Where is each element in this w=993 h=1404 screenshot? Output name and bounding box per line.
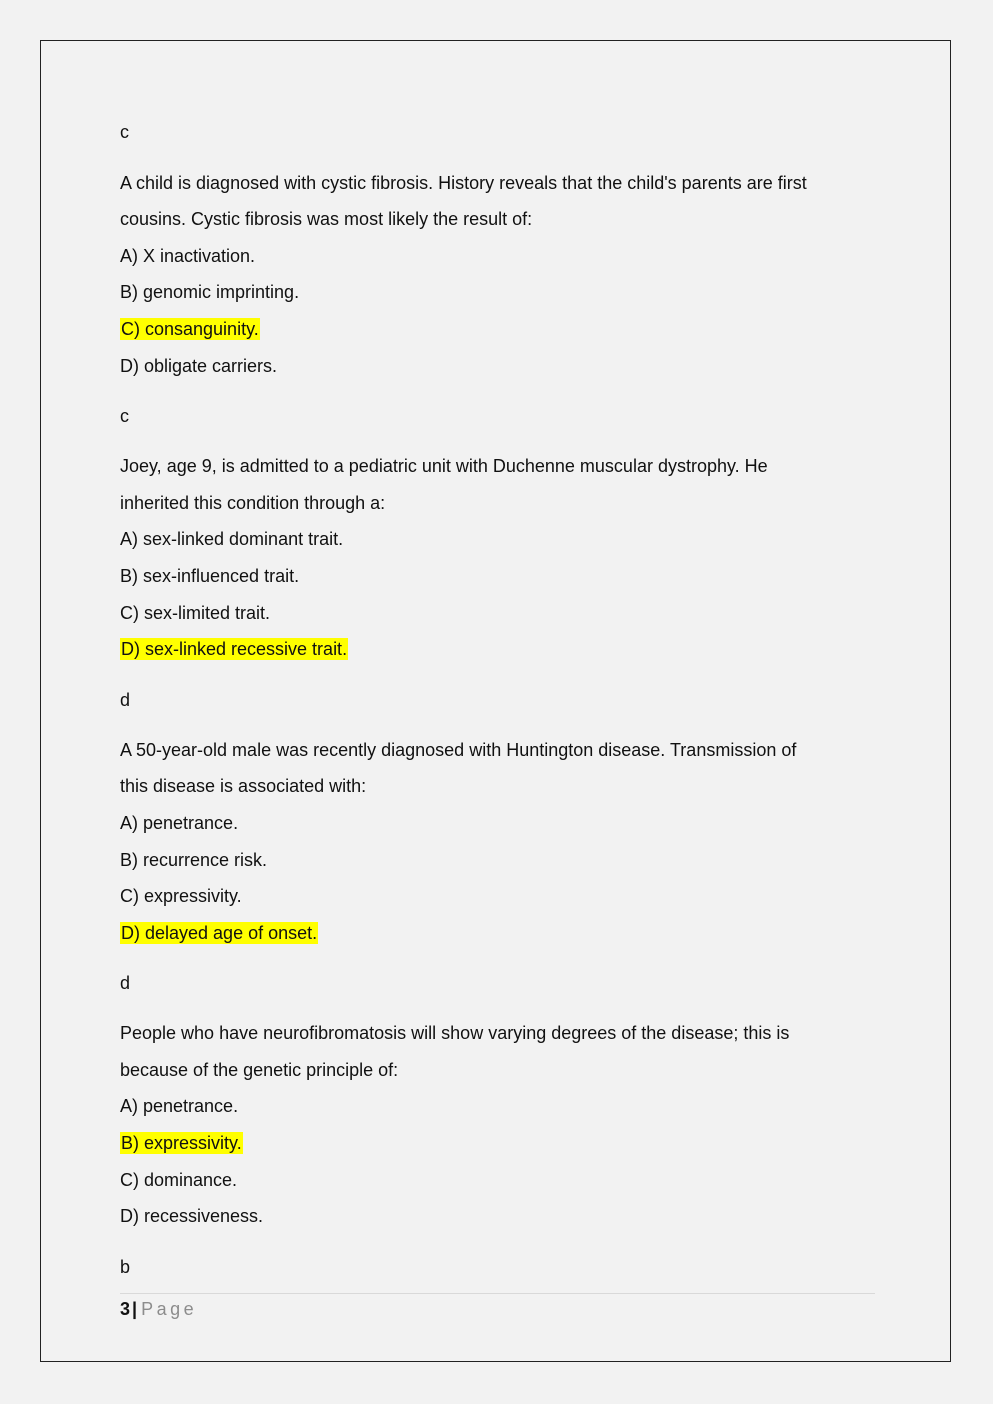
highlighted-option-text: C) consanguinity. [121, 318, 259, 339]
answer-key: c [120, 406, 129, 427]
answer-option [120, 805, 880, 842]
option-text: D) obligate carriers. [120, 355, 278, 376]
question-stem-line: inherited this condition through a: [120, 492, 386, 513]
answer-option [120, 348, 880, 385]
answer-option [120, 521, 880, 558]
answer-option [120, 842, 880, 879]
question-stem-line: A child is diagnosed with cystic fibrosis. History reveals that the child's parents are first [120, 172, 807, 193]
question-block [120, 1015, 880, 1285]
answer-option-correct [120, 311, 880, 348]
answer-option [120, 1162, 880, 1199]
question-stem-line: this disease is associated with: [120, 776, 367, 797]
option-text: D) recessiveness. [120, 1206, 264, 1227]
answer-option [120, 274, 880, 311]
answer-option [120, 1088, 880, 1125]
answer-option-correct [120, 915, 880, 952]
question-stem-line: Joey, age 9, is admitted to a pediatric unit with Duchenne muscular dystrophy. He [120, 456, 768, 477]
page-number: 3 [120, 1299, 131, 1319]
question-stem-line: People who have neurofibromatosis will show varying degrees of the disease; this is [120, 1023, 790, 1044]
option-text: C) sex-limited trait. [120, 602, 271, 623]
answer-key: d [120, 689, 131, 710]
page-footer [120, 1293, 875, 1320]
option-text: B) recurrence risk. [120, 849, 268, 870]
highlighted-option-text: D) delayed age of onset. [121, 922, 318, 943]
answer-option [120, 558, 880, 595]
answer-option [120, 595, 880, 632]
page-label: Page [141, 1299, 198, 1319]
answer-option [120, 1198, 880, 1235]
answer-key: d [120, 973, 131, 994]
option-text: A) sex-linked dominant trait. [120, 529, 344, 550]
question-block [120, 732, 880, 1002]
answer-option [120, 878, 880, 915]
option-text: A) penetrance. [120, 812, 239, 833]
option-text: A) penetrance. [120, 1096, 239, 1117]
answer-key: c [120, 122, 129, 142]
answer-option [120, 238, 880, 275]
highlighted-option-text: D) sex-linked recessive trait. [121, 639, 348, 660]
option-text: B) sex-influenced trait. [120, 565, 300, 586]
option-text: B) genomic imprinting. [120, 282, 300, 303]
question-stem-line: cousins. Cystic fibrosis was most likely the result of: [120, 209, 533, 230]
option-text: C) dominance. [120, 1169, 238, 1190]
document-body [120, 114, 880, 1285]
question-block [120, 165, 880, 435]
answer-option-correct [120, 631, 880, 668]
question-stem-line: because of the genetic principle of: [120, 1059, 399, 1080]
answer-option-correct [120, 1125, 880, 1162]
footer-separator: | [132, 1299, 138, 1319]
question-stem-line: A 50-year-old male was recently diagnosed with Huntington disease. Transmission of [120, 739, 797, 760]
highlighted-option-text: B) expressivity. [121, 1133, 242, 1154]
option-text: C) expressivity. [120, 886, 242, 907]
question-block [120, 448, 880, 718]
option-text: A) X inactivation. [120, 245, 256, 266]
answer-key: b [120, 1256, 131, 1277]
